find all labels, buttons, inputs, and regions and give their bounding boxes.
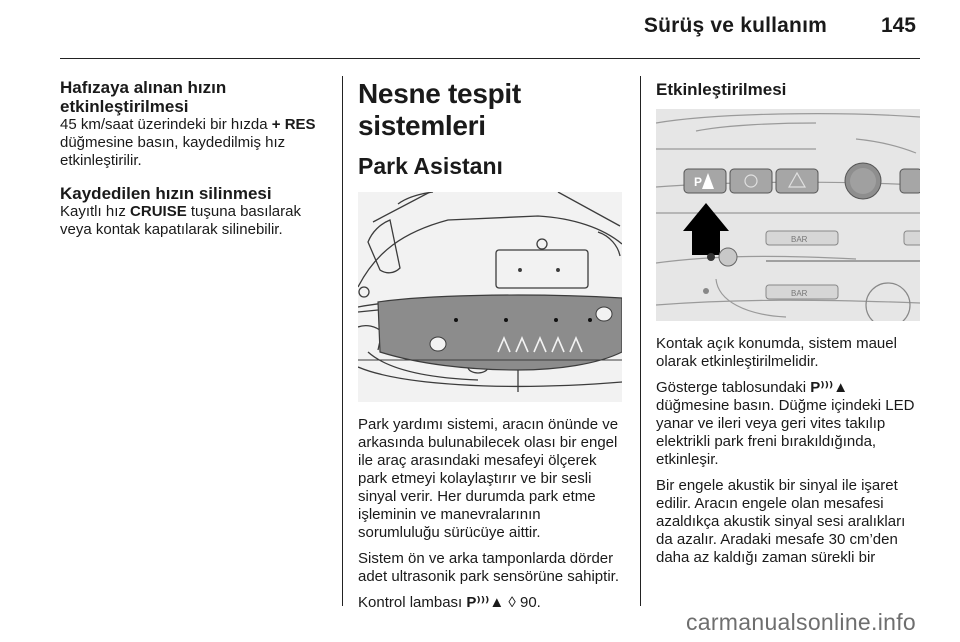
res-key-label: + RES (271, 116, 316, 133)
paragraph-sensors: Sistem ön ve arka tamponlarda dörder adet ultrasonik park sensörüne sahiptir. (358, 550, 619, 585)
dashboard-label-1: BAR (791, 235, 808, 244)
rear-bumper-illustration (358, 192, 622, 402)
column-3 (656, 78, 922, 567)
text: düğmesine basın, kaydedilmiş hız etkinleştirilir. (60, 134, 286, 169)
paragraph-park-assist-intro: Park yardımı sistemi, aracın önünde ve arkasında bulunabilecek olası bir engel ile araç arasındaki mesafeyi ölçerek park etmeyi kolaylaştırır ve bir sesli sinyal verir. Her durumda park etme işleminin ve manevralarının sorumluluğu sürücüye aittir. (358, 416, 619, 541)
dashboard-button-drawing (656, 109, 920, 321)
column-2 (358, 78, 623, 612)
page-main-title: Nesne tespit sistemleri (358, 78, 521, 141)
heading-delete-speed: Kaydedilen hızın silinmesi (60, 184, 272, 203)
paragraph-control-lamp (358, 594, 623, 612)
park-assist-symbol-icon: P⁾⁾⁾▲ (466, 594, 505, 611)
text: Kayıtlı hız (60, 203, 131, 220)
dashboard-illustration (656, 109, 920, 321)
text: 45 km/saat üzerindeki bir hızda (60, 116, 272, 133)
header-rule (60, 58, 920, 59)
text: tuşuna basılarak veya kontak kapatılarak silinebilir. (60, 203, 301, 238)
paragraph-memory-speed (60, 116, 328, 170)
paragraph-delete-speed (60, 203, 328, 239)
dashboard-label-2: BAR (791, 289, 808, 298)
text: Gösterge tablosundaki (656, 379, 811, 396)
cruise-key-label: CRUISE (130, 203, 187, 220)
paragraph-activation-ignition: Kontak açık konumda, sistem mauel olarak etkinleştirilmelidir. (656, 335, 897, 370)
page-reference-icon: ◊ (508, 594, 516, 611)
watermark: carmanualsonline.info (685, 609, 916, 635)
text: düğmesine basın. Düğme içindeki LED yanar ve ileri veya geri vites takılıp elektrikli park freni bırakıldığında, etkinleşir. (656, 397, 915, 468)
park-assist-button-label: P (694, 175, 703, 189)
text: 90. (515, 594, 541, 611)
paragraph-activation-button (656, 379, 922, 469)
section-title: Sürüş ve kullanım (643, 14, 827, 37)
heading-activation: Etkinleştirilmesi (656, 80, 787, 99)
park-assist-symbol-icon: P⁾⁾⁾▲ (810, 379, 849, 396)
subtitle-park-assist: Park Asistanı (358, 153, 503, 179)
page-number: 145 (880, 14, 916, 37)
column-divider-1 (342, 76, 343, 606)
column-1 (60, 78, 328, 239)
paragraph-acoustic-signal: Bir engele akustik bir sinyal ile işaret edilir. Aracın engele olan mesafesi azaldıkça akustik sinyal sesi aralıkları da azalır. Aradaki mesafe 30 cm’den daha az kaldığı zaman sürekli bir (656, 477, 906, 566)
car-rear-drawing (358, 192, 622, 402)
text: Kontrol lambası (358, 594, 467, 611)
column-divider-2 (640, 76, 641, 606)
heading-memory-speed: Hafızaya alınan hızın etkinleştirilmesi (60, 78, 227, 116)
